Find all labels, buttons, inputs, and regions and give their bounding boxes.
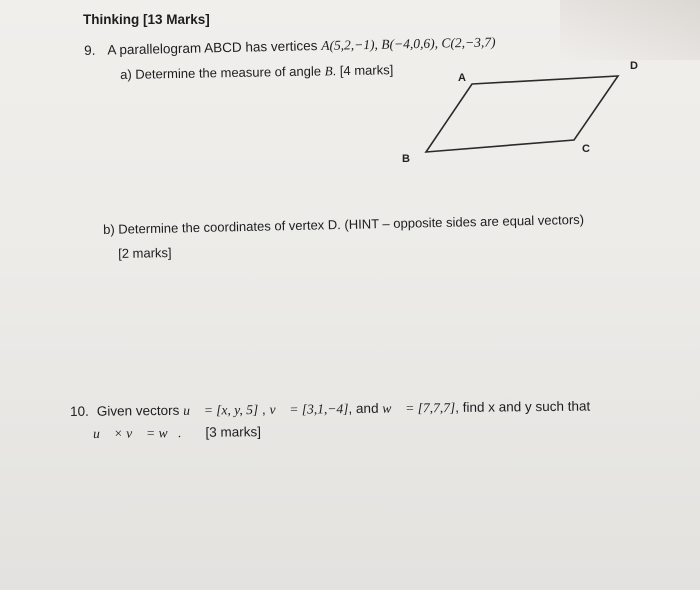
question-10-lead: Given vectors [96,402,180,419]
cross-product-equation: u⃗ × v⃗ = w⃗. [93,425,182,441]
question-10-line2 [93,424,261,442]
question-10-line1: 10. Given vectors u⃗ = [x, y, 5] , v⃗ = [3,1,−4], and w⃗ = [7,7,7], find x and y such that [70,398,591,419]
parallelogram-diagram [396,56,636,176]
question-9a-label: a) Determine the measure of angle [120,63,322,82]
question-9a-marks: . [4 marks] [332,62,394,79]
question-9b-line1: b) Determine the coordinates of vertex D. (HINT – opposite sides are equal vectors) [103,211,585,237]
question-9b-line2: [2 marks] [118,245,172,261]
vertex-label-d: D [630,60,638,72]
question-10-and: , and [348,400,379,417]
vector-w-definition: w⃗ = [7,7,7] [382,399,456,416]
bleed-through-text [90,300,94,315]
section-title: Thinking [13 Marks] [83,12,210,27]
vertex-label-c: C [582,143,590,155]
parallelogram-shape [426,76,618,152]
vertex-label-a: A [458,72,466,84]
vector-v-definition: v⃗ = [3,1,−4] [269,401,349,417]
question-9a-angle: B [324,63,333,79]
question-9a [120,62,393,83]
question-9-vertices: A(5,2,−1), B(−4,0,6), C(2,−3,7) [321,34,496,54]
vector-u-definition: u⃗ = [x, y, 5] [183,402,259,418]
vertex-label-b: B [402,153,410,165]
question-10-tail: , find x and y such that [455,398,591,415]
question-10-marks: [3 marks] [205,424,262,440]
page-shadow [560,0,700,60]
question-10-number: 10. [70,403,89,419]
question-9-number: 9. [84,42,96,58]
question-9-text: A parallelogram ABCD has vertices [107,38,318,58]
